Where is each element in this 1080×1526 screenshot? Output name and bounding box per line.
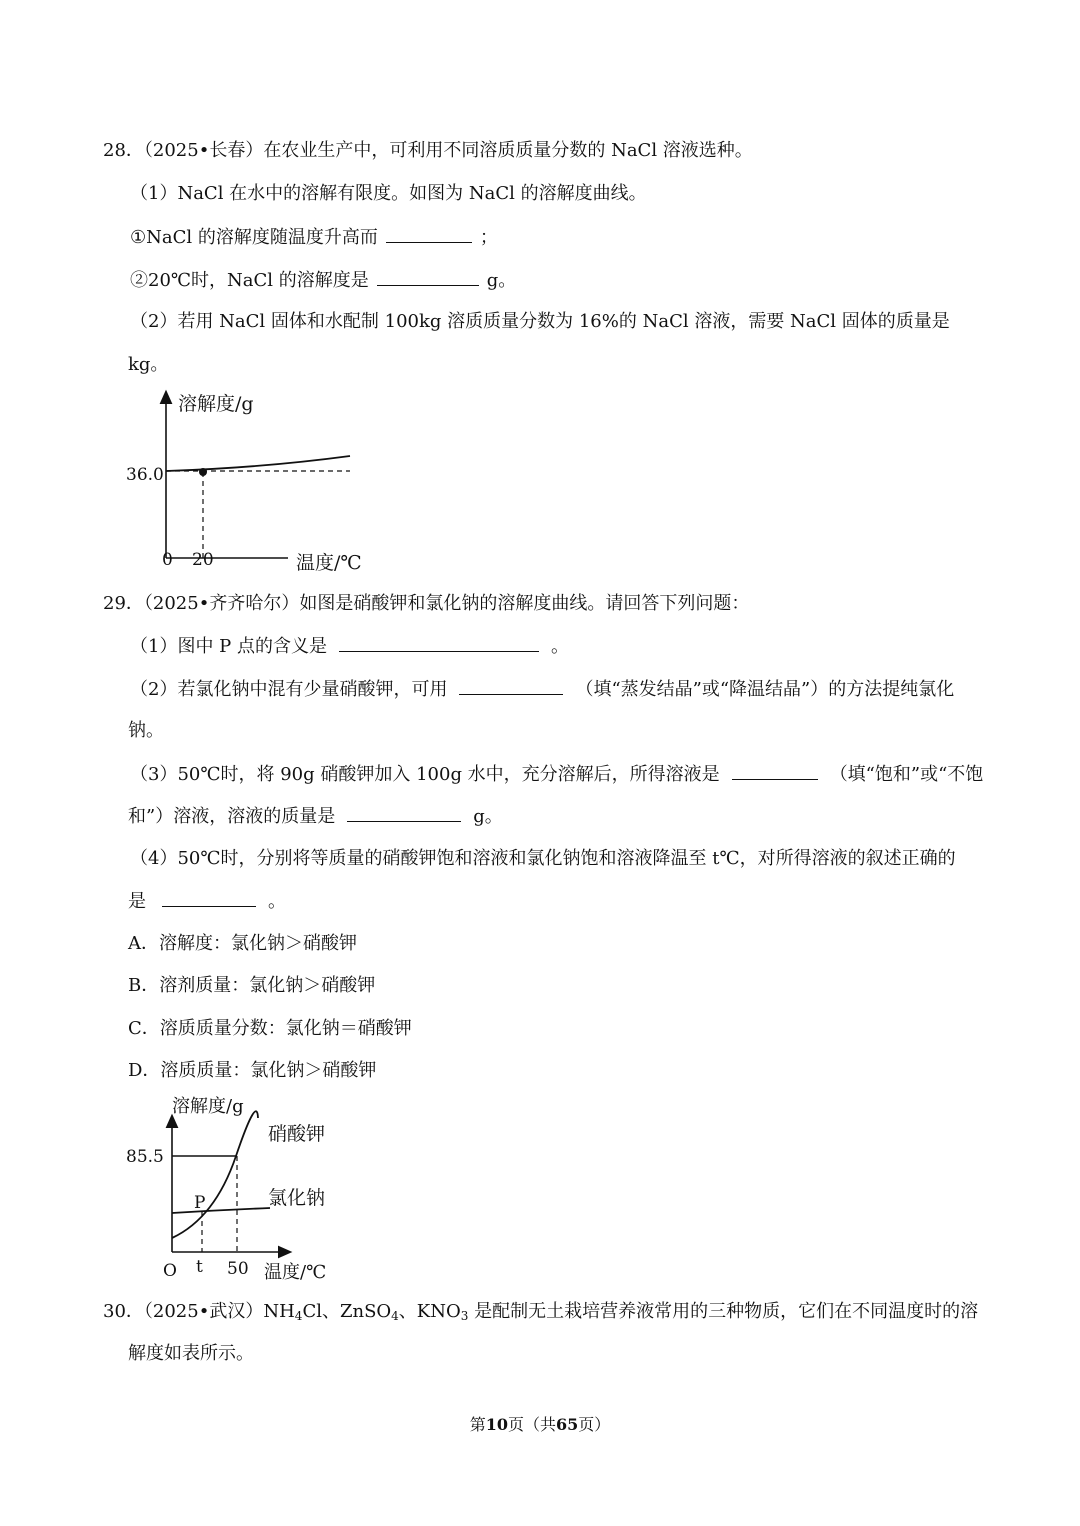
option-b: B．溶剂质量：氯化钠＞硝酸钾 [128,975,376,996]
q29-header [103,591,749,617]
q30-source: （2025•武汉） [143,1301,264,1322]
x-axis-label: 温度/℃ [296,552,362,574]
q30-header [103,1299,978,1325]
q28-stem: 在农业生产中，可利用不同溶质质量分数的 NaCl 溶液选种。 [263,140,753,161]
nacl-curve [172,1208,270,1213]
nacl-solubility-chart [110,388,390,578]
data-point [199,468,207,476]
q29-part3-suffix: （填“饱和”或“不饱 [829,764,984,785]
q28-source: （2025•长春） [143,140,264,161]
q28-sub1-suffix: ； [479,227,498,248]
q28-sub2-prefix: ②20℃时，NaCl 的溶解度是 [130,270,369,291]
q29-part2-suffix: （填“蒸发结晶”或“降温结晶”）的方法提纯氯化 [575,679,955,700]
x-axis-label: 温度/℃ [264,1262,327,1283]
q29-part3-line2-suffix: g。 [473,806,503,827]
y-axis-label: 溶解度/g [178,393,254,415]
q28-sub1-prefix: ①NaCl 的溶解度随温度升高而 [130,227,378,248]
q28-part2-line1: （2）若用 NaCl 固体和水配制 100kg 溶质质量分数为 16%的 NaCl 溶液，需要 NaCl 固体的质量是 [130,311,950,332]
footer-prefix: 第 [469,1415,486,1434]
option-a: A．溶解度：氯化钠＞硝酸钾 [128,933,357,954]
q29-part3-prefix: （3）50℃时，将 90g 硝酸钾加入 100g 水中，充分溶解后，所得溶液是 [130,764,720,785]
q29-part4-line2 [128,888,286,915]
answer-blank[interactable] [339,633,539,652]
kno3-nacl-solubility-chart [110,1090,350,1286]
q29-part2 [130,676,954,703]
q29-part4-line1: （4）50℃时，分别将等质量的硝酸钾饱和溶液和氯化钠饱和溶液降温至 t℃，对所得溶液的叙述正确的 [130,848,956,869]
footer-total-pages: 65 [556,1415,579,1434]
footer-page-number: 10 [485,1415,508,1434]
q30-number: 30． [103,1301,144,1322]
q28-header [103,138,753,164]
q29-stem: 如图是硝酸钾和氯化钠的溶解度曲线。请回答下列问题： [299,593,750,614]
q28-number: 28． [103,140,144,161]
answer-blank[interactable] [377,267,479,286]
q29-part3-line2-prefix: 和”）溶液，溶液的质量是 [128,806,336,827]
q29-part1-suffix: 。 [551,636,570,657]
q29-part4-line2-suffix: 。 [268,891,286,912]
q29-part4-line2-prefix: 是 [128,891,146,912]
q29-part2-line2: 钠。 [128,720,164,741]
q30-stem-line2: 解度如表所示。 [128,1343,254,1364]
kno3-curve [172,1111,258,1238]
footer-suffix: 页） [578,1415,611,1434]
origin-label: O [163,1261,177,1281]
x-tick-t: t [196,1257,203,1277]
answer-blank[interactable] [347,803,461,822]
q29-part3-line2 [128,803,503,830]
point-p-label: P [194,1193,206,1213]
q28-part1: （1）NaCl 在水中的溶解有限度。如图为 NaCl 的溶解度曲线。 [130,183,647,204]
q29-part3 [130,761,983,788]
answer-blank[interactable] [732,761,818,780]
nacl-curve [166,456,350,471]
origin-label: 0 [162,550,173,570]
q29-part1 [130,633,569,660]
option-d: D．溶质质量：氯化钠＞硝酸钾 [128,1060,377,1081]
y-axis-label: 溶解度/g [172,1096,244,1117]
x-tick-50: 50 [227,1259,249,1279]
q29-number: 29． [103,593,144,614]
page-footer [0,1414,1080,1436]
kno3-label: 硝酸钾 [268,1123,326,1145]
q29-source: （2025•齐齐哈尔） [143,593,300,614]
q30-stem-formula: $NH_4Cl$、ZnSO$_4$、$KNO_3$ 是配制无土栽培营养液常用的三种物质，它们在不同温度时的溶 [263,1301,979,1323]
nacl-label: 氯化钠 [268,1187,326,1209]
q29-part2-prefix: （2）若氯化钠中混有少量硝酸钾，可用 [130,679,448,700]
y-tick-label: 85.5 [126,1147,164,1167]
answer-blank[interactable] [386,224,472,243]
footer-middle: 页（共 [507,1415,556,1434]
q29-part1-prefix: （1）图中 P 点的含义是 [130,636,328,657]
option-c: C．溶质质量分数：氯化钠＝硝酸钾 [128,1018,412,1039]
q28-sub2 [130,267,516,294]
y-tick-label: 36.0 [126,465,164,485]
answer-blank[interactable] [162,888,256,907]
q28-sub2-suffix: g。 [486,270,517,291]
q28-sub1 [130,224,498,251]
q28-part2-line2: kg。 [128,354,169,375]
answer-blank[interactable] [459,676,563,695]
x-tick-label: 20 [192,550,214,570]
